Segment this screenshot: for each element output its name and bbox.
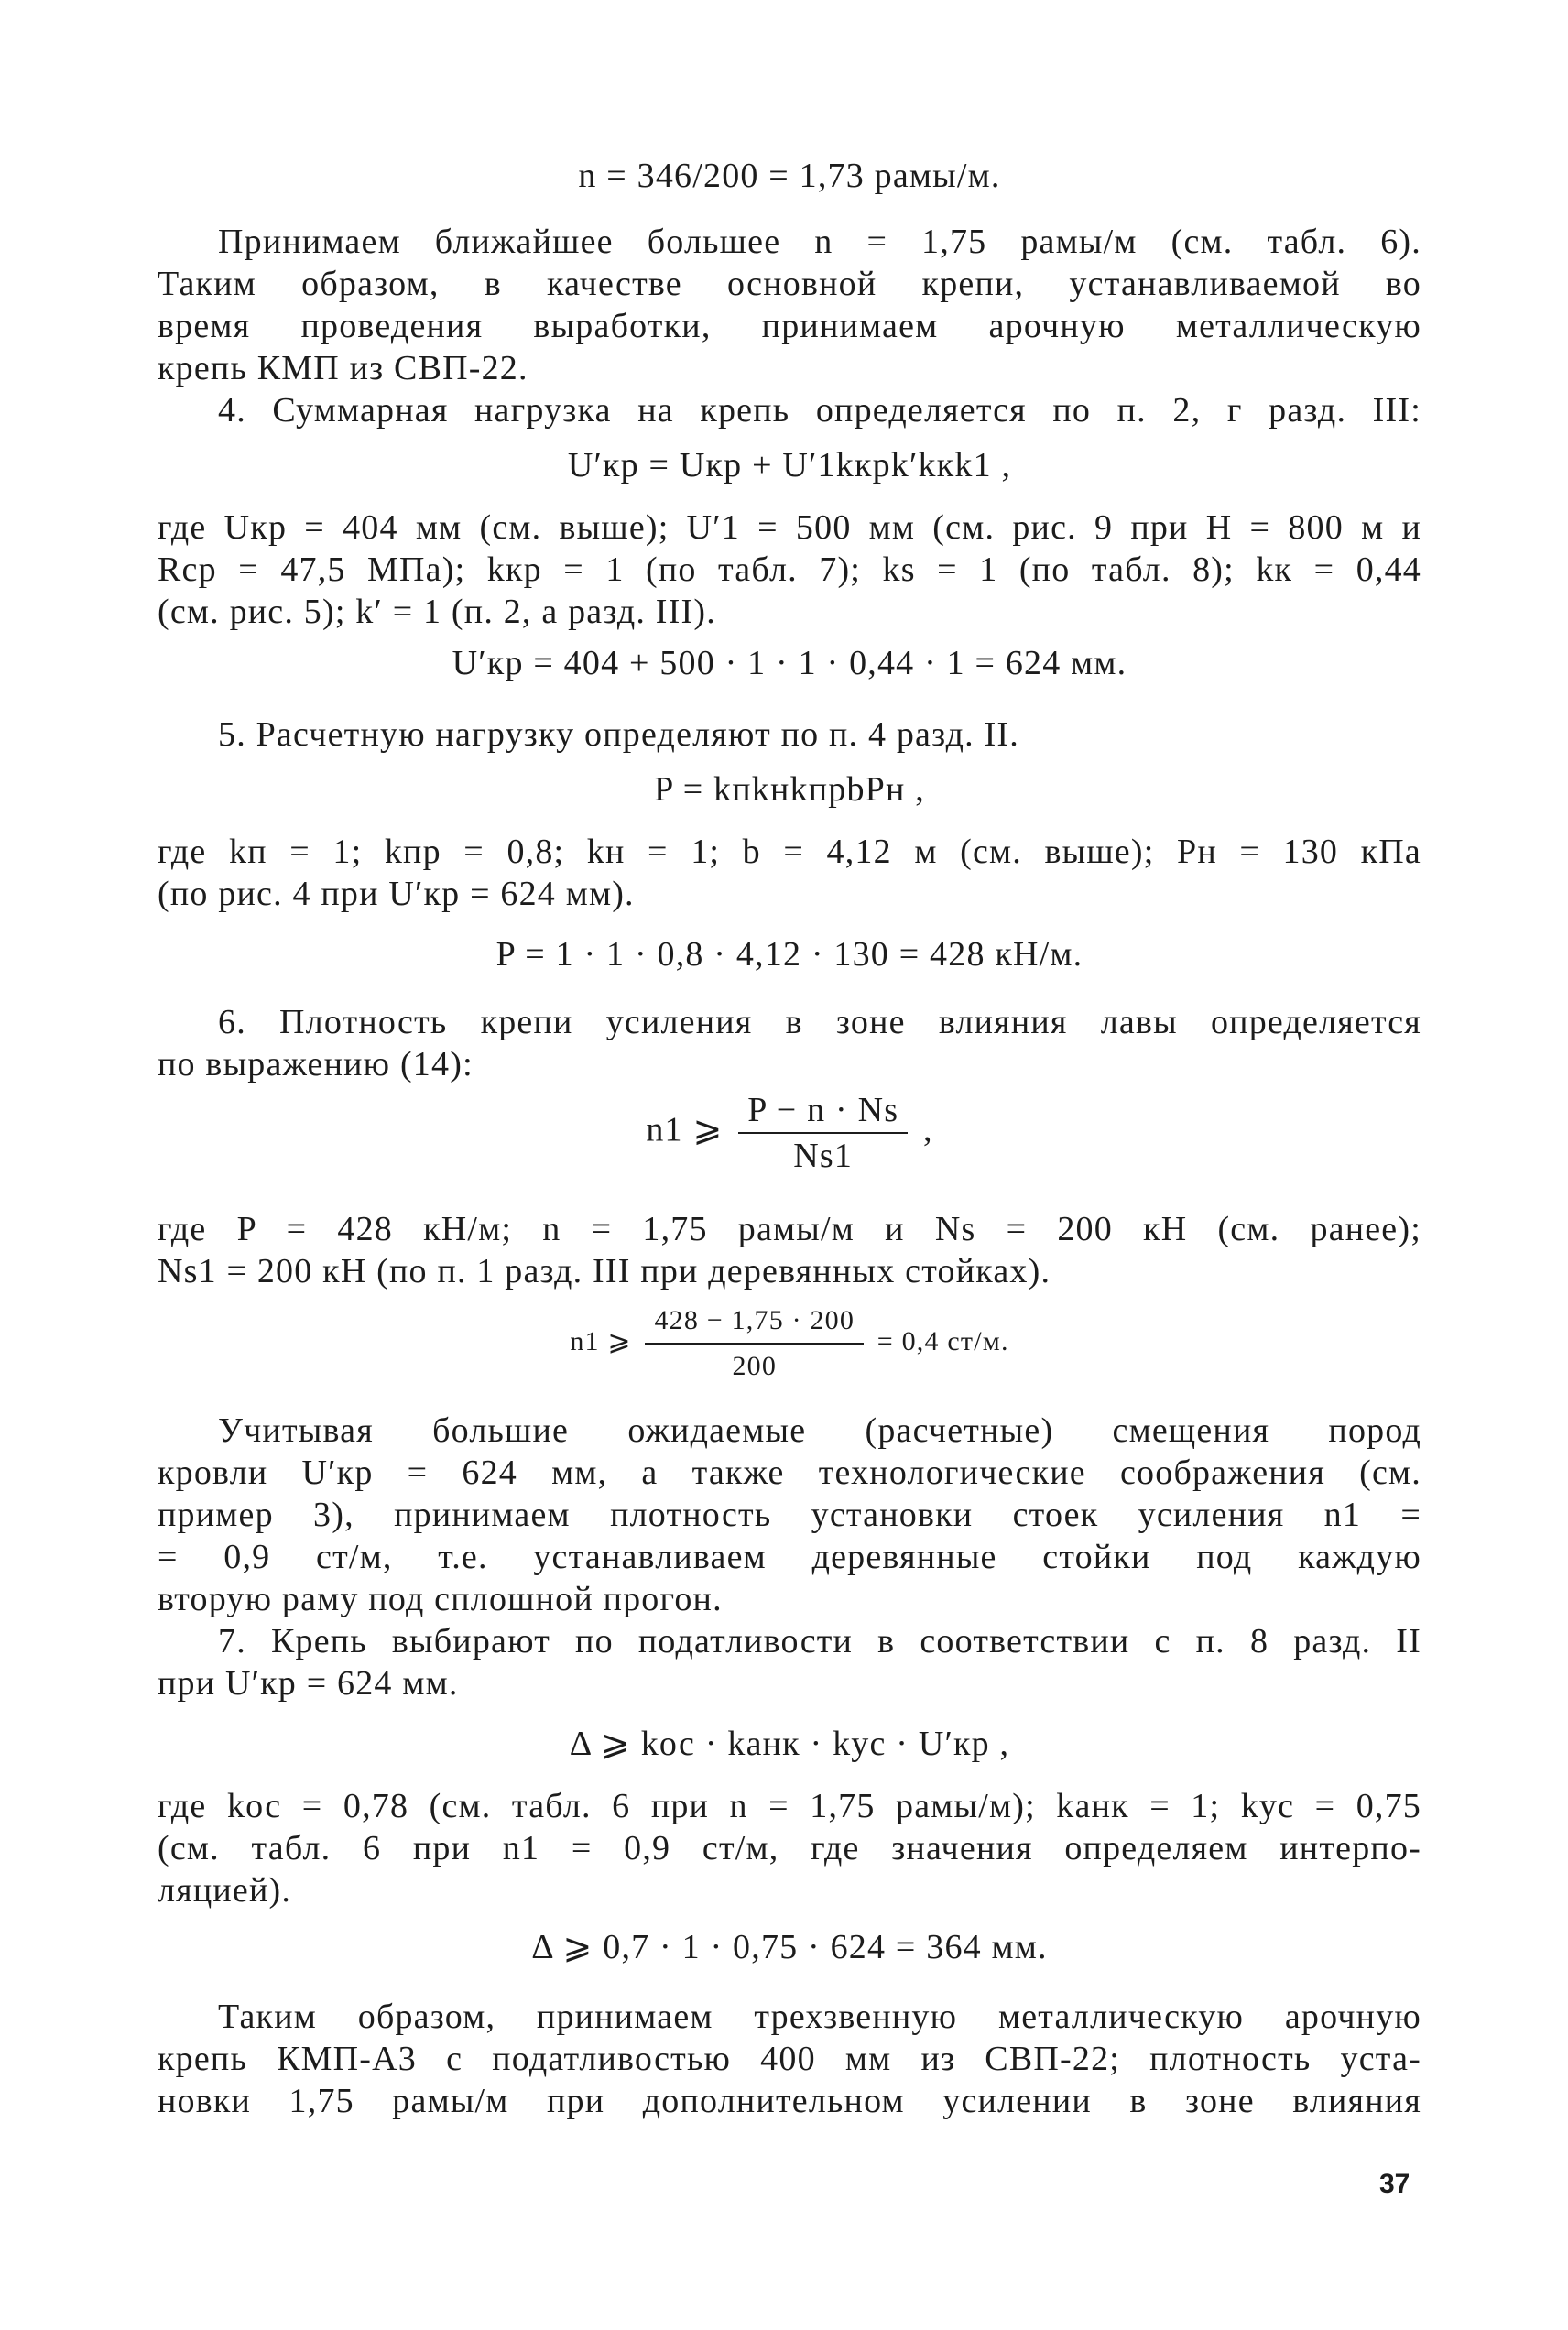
text-line: кровли U′кр = 624 мм, а также технологические соображения (см. [158,1454,1421,1492]
text-line: при U′кр = 624 мм. [158,1664,459,1703]
formula-design-load-result: P = 1 · 1 · 0,8 · 4,12 · 130 = 428 кН/м. [495,935,1083,974]
text-line: (см. табл. 6 при n1 = 0,9 ст/м, где значения определяем интерпо- [158,1829,1421,1867]
text-line: пример 3), принимаем плотность установки стоек усиления n1 = [158,1496,1421,1534]
formula-frame-density: n = 346/200 = 1,73 рамы/м. [578,157,1001,195]
text-line: Таким образом, принимаем трехзвенную металлическую арочную [218,1998,1421,2036]
formula-lhs: n1 ⩾ [570,1325,632,1356]
formula-total-load-result: U′кр = 404 + 500 · 1 · 1 · 0,44 · 1 = 624 мм. [452,644,1127,682]
text-line: Rср = 47,5 МПа); kкр = 1 (по табл. 7); ks = 1 (по табл. 8); kк = 0,44 [158,550,1421,589]
text-line: крепь КМП из СВП-22. [158,349,528,387]
section-5-heading: 5. Расчетную нагрузку определяют по п. 4 разд. II. [218,715,1019,754]
fraction [738,1092,908,1174]
text-line: Таким образом, в качестве основной крепи, устанавливаемой во [158,265,1421,303]
formula-compliance-result: Δ ⩾ 0,7 · 1 · 0,75 · 624 = 364 мм. [531,1928,1048,1966]
fraction-denominator: Ns1 [793,1137,854,1175]
text-line: новки 1,75 рамы/м при дополнительном усилении в зоне влияния [158,2082,1421,2120]
text-line: = 0,9 ст/м, т.е. устанавливаем деревянные стойки под каждую [158,1538,1421,1576]
formula-total-load: U′кр = Uкр + U′1kкрk′kкk1 , [567,446,1012,485]
fraction-numerator: P − n · Ns [738,1092,908,1134]
text-line: время проведения выработки, принимаем арочную металлическую [158,307,1421,345]
formula-tail: = 0,4 ст/м. [877,1325,1009,1356]
text-line: где P = 428 кН/м; n = 1,75 рамы/м и Ns = 200 кН (см. ранее); [158,1210,1421,1248]
text-line: где kп = 1; kпр = 0,8; kн = 1; b = 4,12 м (см. выше); Pн = 130 кПа [158,833,1421,871]
text-line: Ns1 = 200 кН (по п. 1 разд. III при деревянных стойках). [158,1252,1051,1290]
formula-tail: , [922,1110,933,1149]
section-6-heading: 6. Плотность крепи усиления в зоне влияния лавы определяется [218,1003,1421,1041]
text-line: где Uкр = 404 мм (см. выше); U′1 = 500 мм (см. рис. 9 при H = 800 м и [158,508,1421,547]
fraction-denominator: 200 [732,1351,778,1381]
text-line: по выражению (14): [158,1045,474,1083]
section-7-heading: 7. Крепь выбирают по податливости в соответствии с п. 8 разд. II [218,1622,1421,1660]
fraction-numerator: 428 − 1,75 · 200 [645,1302,864,1345]
section-4-heading: 4. Суммарная нагрузка на крепь определяется по п. 2, г разд. III: [218,391,1421,430]
text-line: крепь КМП-А3 с податливостью 400 мм из СВП-22; плотность уста- [158,2040,1421,2078]
fraction [645,1302,864,1385]
formula-reinforcement-density [158,1092,1421,1174]
formula-lhs: n1 ⩾ [646,1110,724,1149]
text-line: Учитывая большие ожидаемые (расчетные) смещения пород [218,1411,1421,1450]
text-line: (по рис. 4 при U′кр = 624 мм). [158,875,635,913]
text-line: Принимаем ближайшее большее n = 1,75 рамы/м (см. табл. 6). [218,223,1421,261]
text-line: вторую раму под сплошной прогон. [158,1580,723,1618]
text-line: где kос = 0,78 (см. табл. 6 при n = 1,75 рамы/м); kанк = 1; kус = 0,75 [158,1787,1421,1825]
formula-reinforcement-density-result [158,1302,1421,1385]
formula-compliance: Δ ⩾ kос · kанк · kус · U′кр , [569,1725,1010,1763]
text-line: (см. рис. 5); k′ = 1 (п. 2, а разд. III). [158,593,716,631]
text-line: ляцией). [158,1871,292,1910]
page-number: 37 [1379,2169,1410,2199]
formula-design-load: P = kпkнkпрbPн , [654,770,925,809]
